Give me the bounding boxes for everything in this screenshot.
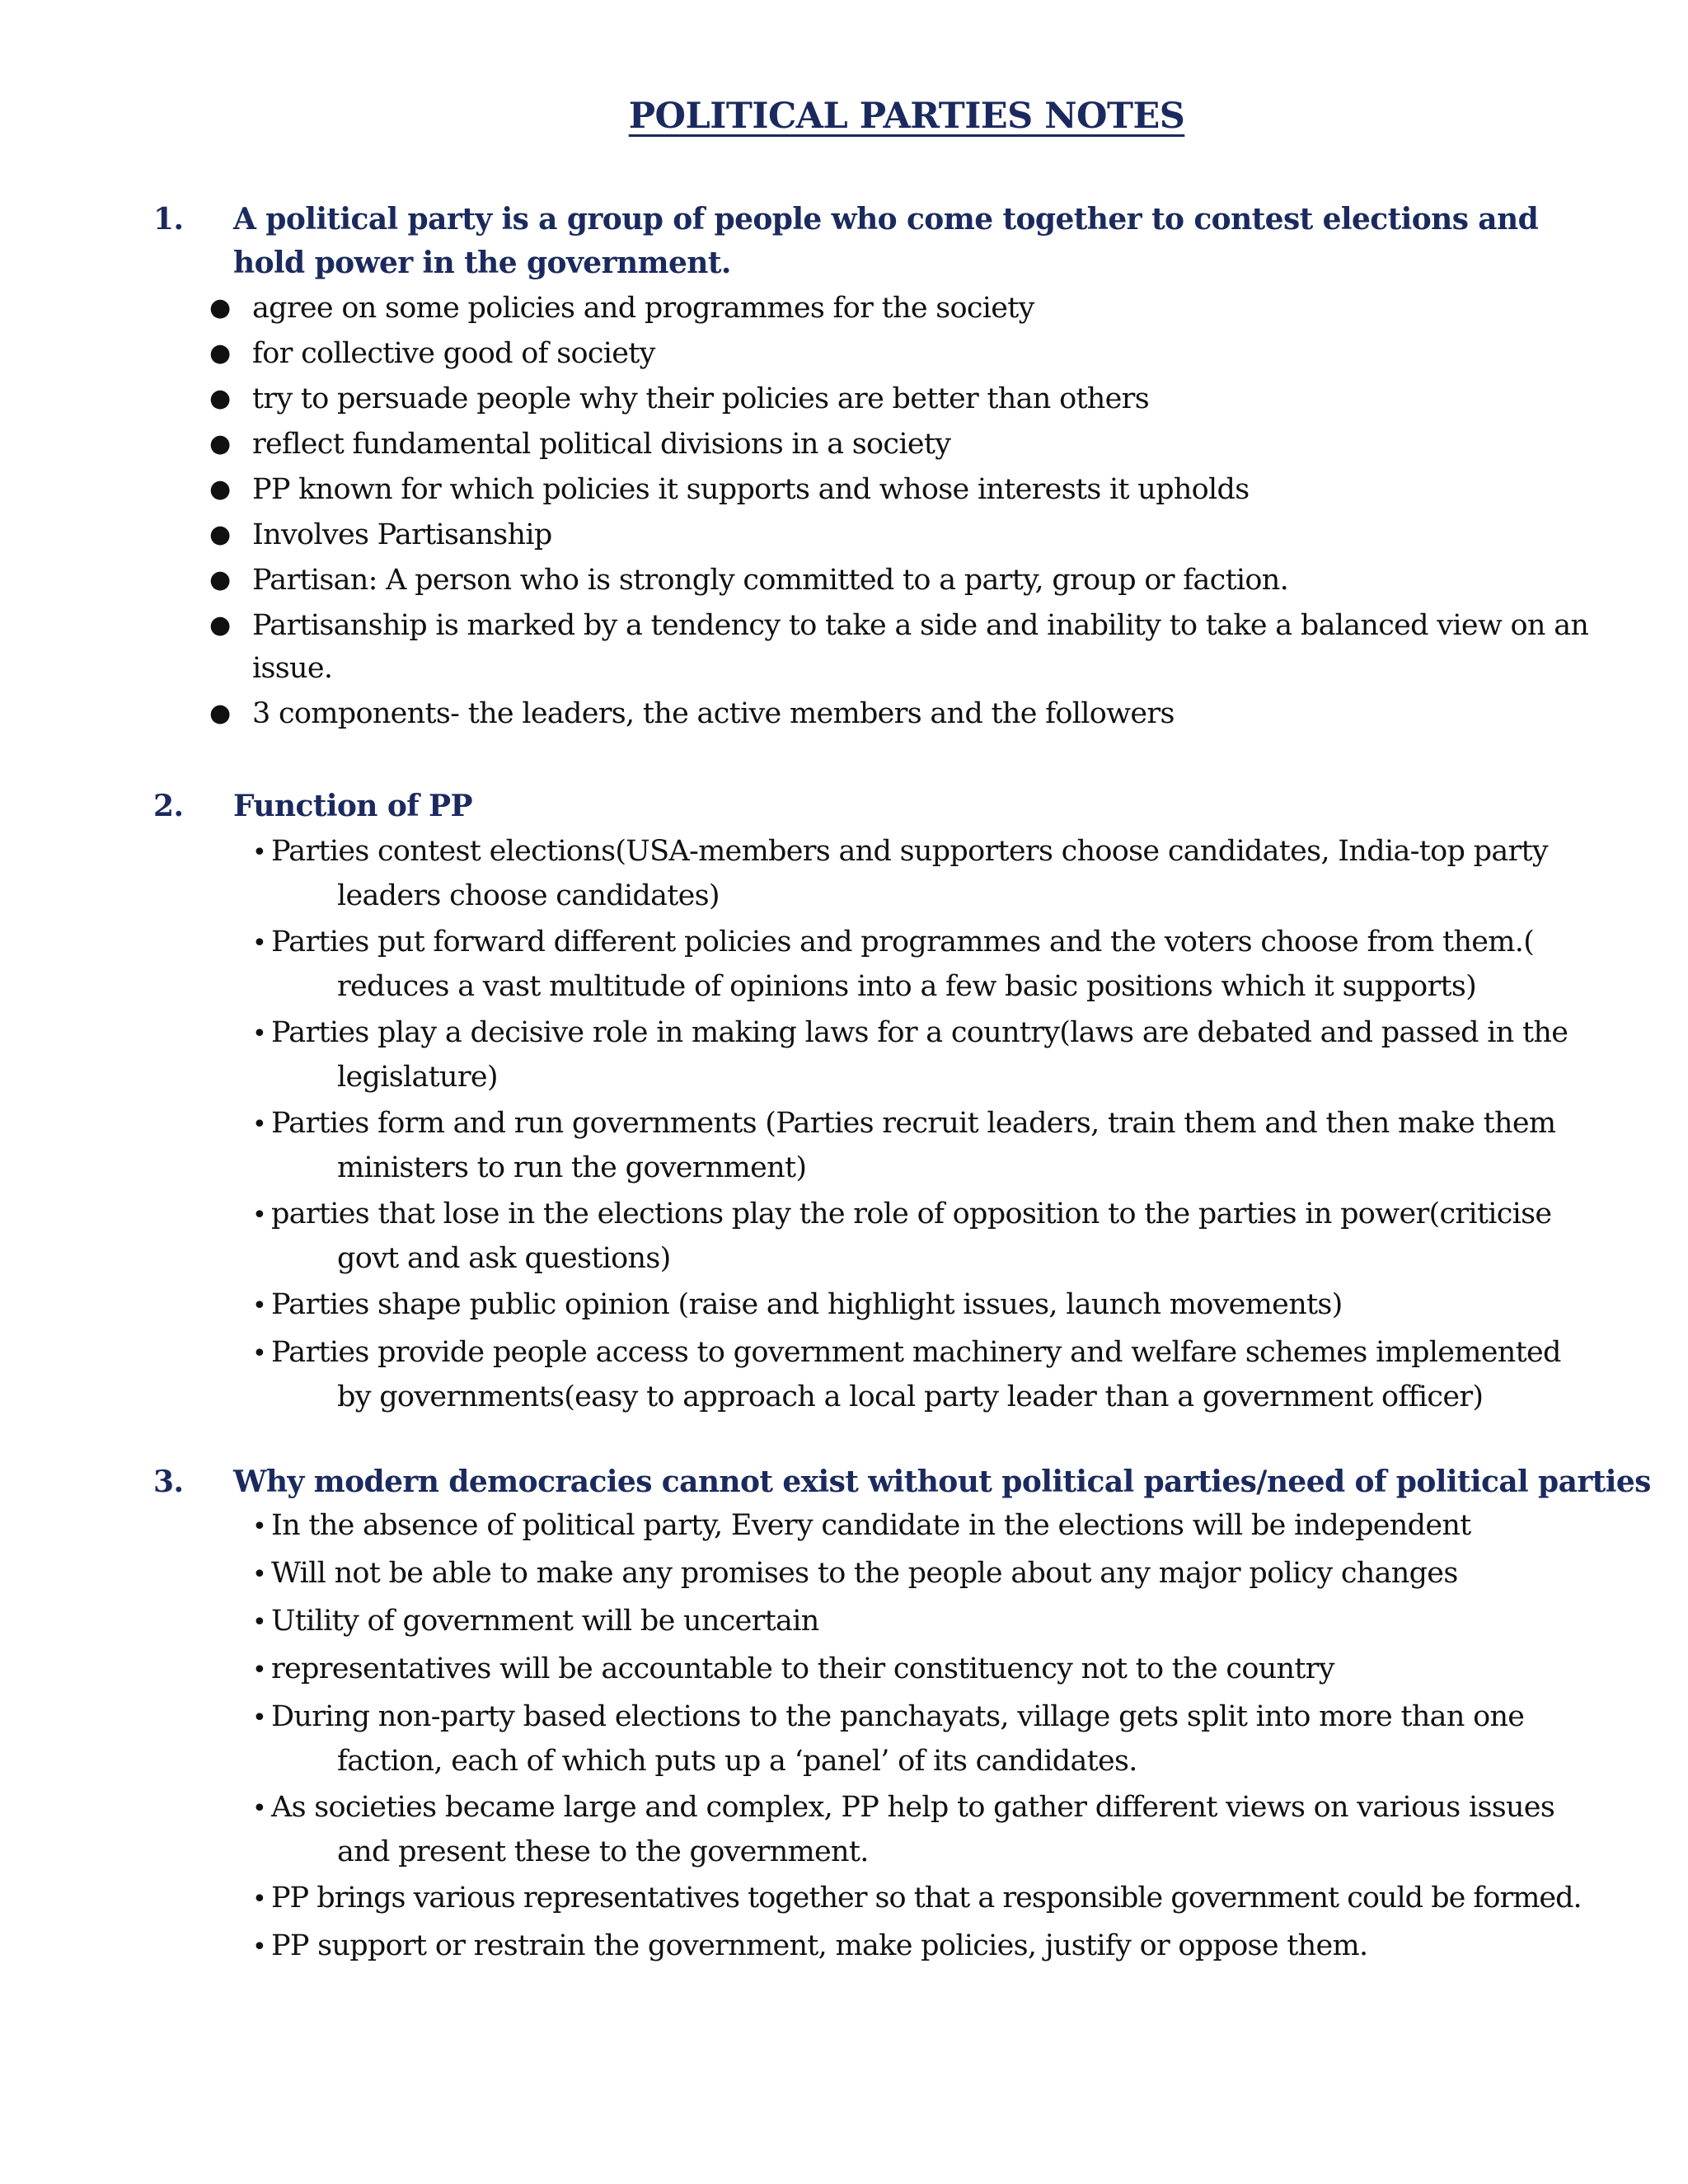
section-3 [0, 1460, 1688, 1972]
bullet-icon: ● [209, 699, 231, 728]
list-item: • Parties shape public opinion (raise and highlight issues, launch movements) [252, 1283, 1639, 1328]
bullet-list [0, 830, 1688, 1418]
section-title: Why modern democracies cannot exist without political parties/need of political parties [233, 1465, 1651, 1499]
bullet-icon: • [252, 1704, 266, 1732]
bullet-icon: ● [209, 475, 231, 504]
bullet-icon: • [252, 1560, 266, 1589]
section-2 [0, 785, 1688, 1422]
bullet-icon: ● [209, 429, 231, 458]
section-heading [0, 198, 1688, 285]
list-item: ● agree on some policies and programmes for the society [252, 287, 1604, 330]
list-item: ● 3 components- the leaders, the active members and the followers [252, 692, 1604, 735]
list-item: ● Partisanship is marked by a tendency to take a side and inability to take a balanced view on an issue. [252, 604, 1604, 690]
list-item: • Will not be able to make any promises to the people about any major policy changes [252, 1552, 1639, 1596]
bullet-icon: • [252, 1656, 266, 1685]
list-item: • As societies became large and complex, PP help to gather different views on various issues and present these to the government. [252, 1786, 1639, 1873]
list-item: • Parties provide people access to government machinery and welfare schemes implemented by governments(easy to approach a local party leader than a government officer) [252, 1331, 1639, 1418]
bullet-icon: • [252, 1019, 266, 1048]
list-item: • During non-party based elections to the panchayats, village gets split into more than one faction, each of which puts up a ‘panel’ of its candidates. [252, 1695, 1639, 1783]
bullet-icon: • [252, 1933, 266, 1961]
bullet-icon: • [252, 1794, 266, 1823]
list-item: • PP support or restrain the government, make policies, justify or oppose them. [252, 1924, 1639, 1969]
bullet-icon: ● [209, 293, 231, 322]
list-item: ● PP known for which policies it supports and whose interests it upholds [252, 468, 1604, 511]
bullet-icon: • [252, 1201, 266, 1230]
list-item: ● try to persuade people why their policies are better than others [252, 377, 1604, 420]
list-item: • In the absence of political party, Every candidate in the elections will be independent [252, 1504, 1639, 1549]
list-item: • parties that lose in the elections play the role of opposition to the parties in power(criticise govt and ask questions) [252, 1193, 1639, 1280]
section-heading [0, 1460, 1688, 1504]
bullet-icon: • [252, 1110, 266, 1139]
bullet-icon: ● [209, 611, 231, 640]
bullet-icon: ● [209, 339, 231, 368]
bullet-icon: • [252, 929, 266, 958]
list-item: ● Involves Partisanship [252, 513, 1604, 556]
section-title: A political party is a group of people who come together to contest elections and hold power in the government. [233, 202, 1539, 280]
section-1 [0, 198, 1688, 738]
list-item: ● Partisan: A person who is strongly committed to a party, group or faction. [252, 559, 1604, 602]
section-number: 2. [153, 789, 184, 823]
list-item: • PP brings various representatives together so that a responsible government could be formed. [252, 1877, 1672, 1921]
list-item: • Utility of government will be uncertain [252, 1600, 1639, 1644]
bullet-icon: ● [209, 565, 231, 594]
section-number: 1. [153, 202, 184, 237]
bullet-list [0, 287, 1688, 735]
bullet-icon: • [252, 1339, 266, 1368]
bullet-icon: • [252, 1608, 266, 1637]
section-heading [0, 785, 1688, 828]
page-title: POLITICAL PARTIES NOTES [628, 96, 1185, 137]
bullet-icon: • [252, 1885, 266, 1914]
bullet-icon: • [252, 1291, 266, 1320]
list-item: ● reflect fundamental political divisions in a society [252, 423, 1604, 466]
list-item: • Parties contest elections(USA-members and supporters choose candidates, India-top party leaders choose candidates) [252, 830, 1639, 917]
bullet-icon: • [252, 1512, 266, 1541]
list-item: • Parties play a decisive role in making laws for a country(laws are debated and passed in the legislature) [252, 1011, 1639, 1099]
list-item: • Parties put forward different policies and programmes and the voters choose from them.( reduces a vast multitude of opinions into a few basic positions which it supports) [252, 921, 1639, 1008]
bullet-list [0, 1504, 1688, 1969]
list-item: • representatives will be accountable to their constituency not to the country [252, 1647, 1639, 1692]
section-title: Function of PP [233, 789, 472, 823]
bullet-icon: • [252, 838, 266, 867]
bullet-icon: ● [209, 384, 231, 413]
bullet-icon: ● [209, 520, 231, 549]
section-number: 3. [153, 1465, 184, 1499]
list-item: ● for collective good of society [252, 332, 1604, 375]
list-item: • Parties form and run governments (Parties recruit leaders, train them and then make them ministers to run the government) [252, 1102, 1639, 1189]
